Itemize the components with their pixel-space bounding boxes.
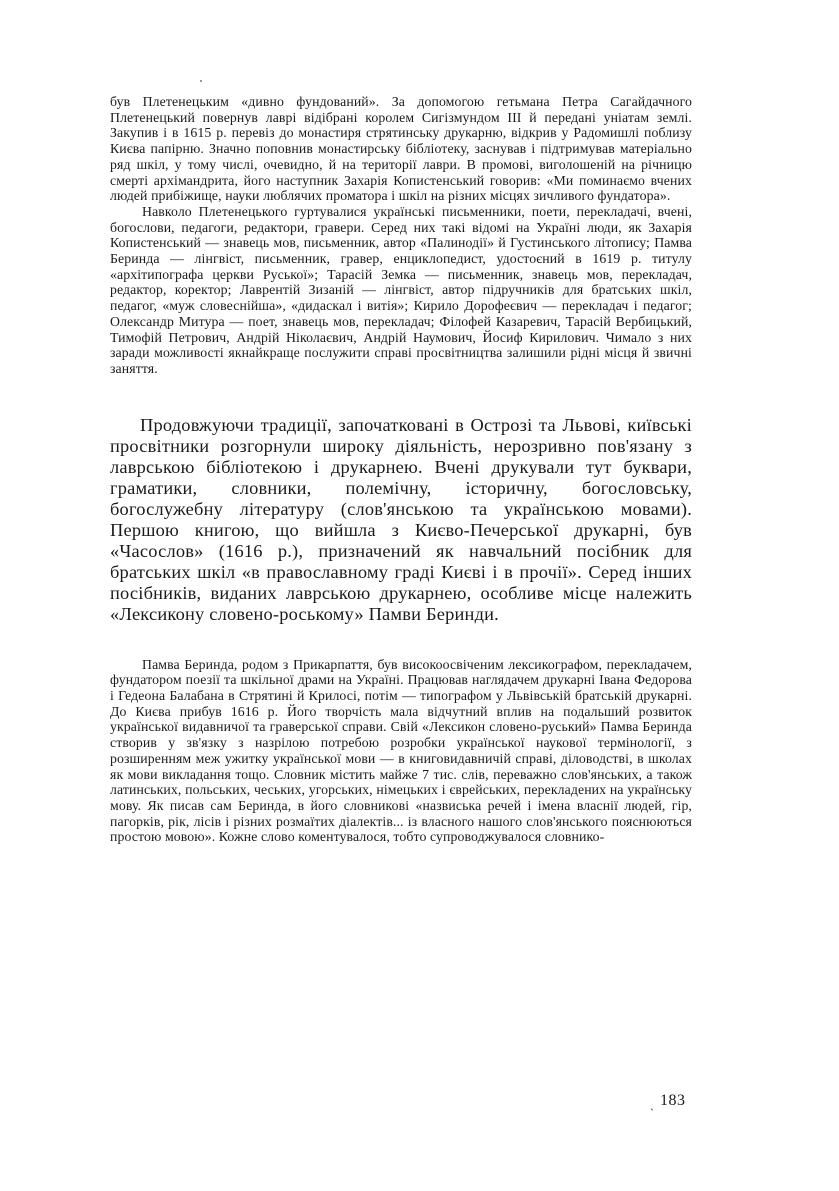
page-body — [110, 94, 692, 845]
paragraph-kyiv-enlighteners: Продовжуючи традиції, започатковані в Острозі та Львові, київські просвітники розгорнули широку діяльність, нерозривно пов'язану з лаврською бібліотекою і друкарнею. Вчені друкували тут буквари, граматики, словники, полемічну, історичну, богословську, богослужебну літературу (слов'янською та українською мовами). Першою книгою, що вийшла з Києво-Печерської друкарні, був «Часослов» (1616 р.), призначений як навчальний посібник для братських шкіл «в православному граді Києві і в прочії». Серед інших посібників, виданих лаврською друкарнею, особливе місце належить «Лексикону словено-роському» Памви Беринди. — [110, 414, 692, 624]
paragraph-pletenetsky-patron: був Плетенецьким «дивно фундований». За допомогою гетьмана Петра Сагайдачного Плетенецький повернув лаврі відібрані королем Сигізмундом III й передані уніатам землі. Закупив і в 1615 р. перевіз до монастиря стрятинську друкарню, відкрив у Радомишлі поблизу Києва папірню. Значно поповнив монастирську бібліотеку, заснував і підтримував матеріально ряд шкіл, у тому числі, очевидно, й на території лаври. В промові, виголошеній на річницю смерті архімандрита, його наступник Захарія Копистенський говорив: «Ми поминаємо вчених людей прибіжище, науки люблячих проматора і шкіл на різних місцях зичливого фундатора». — [110, 94, 692, 204]
page-number-tick: ˎ — [650, 1097, 654, 1111]
page-number: 183 — [660, 1092, 686, 1109]
print-speck — [200, 80, 202, 82]
paragraph-pletenetsky-circle: Навколо Плетенецького гуртувалися українські письменники, поети, перекладачі, вчені, богослови, педагоги, редактори, гравери. Серед них такі відомі на Україні люди, як Захарія Копистенський — знавець мов, письменник, автор «Палинодії» й Густинського літопису; Памва Беринда — лінгвіст, письменник, гравер, енциклопедист, удостоєний в 1619 р. титулу «архітипографа церкви Руської»; Тарасій Земка — письменник, знавець мов, перекладач, редактор, коректор; Лаврентій Зизаній — лінгвіст, автор підручників для братських шкіл, педагог, «муж словеснійша», «дидаскал і витія»; Кирило Дорофеєвич — перекладач і педагог; Олександр Митура — поет, знавець мов, перекладач; Філофей Казаревич, Тарасій Вербицький, Тимофій Петрович, Андрій Ніколаєвич, Андрій Наумович, Йосиф Кирилович. Чимало з них заради можливості якнайкраще послужити справі просвітництва залишили рідні місця й звичні заняття. — [110, 203, 692, 376]
paragraph-pamva-berynda: Памва Беринда, родом з Прикарпаття, був високоосвіченим лексикографом, перекладачем, фундатором поезії та шкільної драми на Україні. Працював наглядачем друкарні Івана Федорова і Гедеона Балабана в Стрятині й Крилосі, потім — типографом у Львівській братській друкарні. До Києва прибув 1616 р. Його творчість мала відчутний вплив на подальший розвиток української видавничої та граверської справи. Свій «Лексикон словено-руський» Памва Беринда створив у зв'язку з назрілою потребою розробки української наукової термінології, з розширенням меж ужитку української мови — в книговидавничій справі, діловодстві, в школах як мови викладання тощо. Словник містить майже 7 тис. слів, переважно слов'янських, а також латинських, польських, чеських, угорських, німецьких і єврейських, перекладених на українську мову. Як писав сам Беринда, в його словникові «назвиська речей і імена власнії людей, гір, пагорків, рік, лісів і різних розмаїтих діалектів... із власного нашого слов'янського пояснюються простою мовою». Кожне слово коментувалося, тобто супроводжувалося словнико- — [110, 656, 692, 845]
